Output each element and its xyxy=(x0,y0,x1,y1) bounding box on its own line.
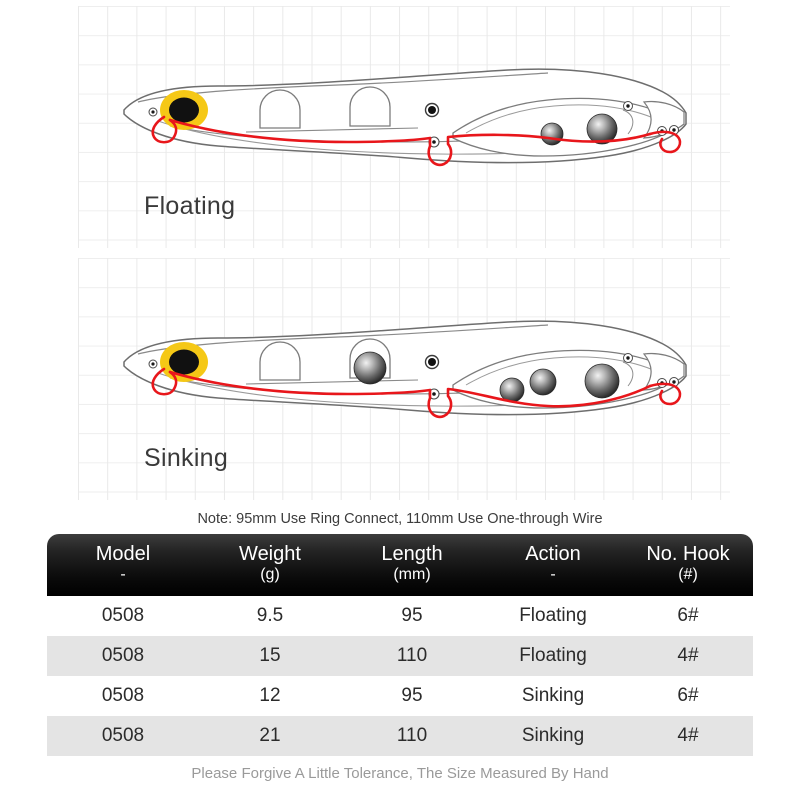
sinking-lure-panel xyxy=(78,258,730,500)
cell-length: 95 xyxy=(341,596,483,636)
weight-ball xyxy=(500,378,524,402)
eye-pupil xyxy=(169,350,199,375)
column-title: Action xyxy=(525,543,581,566)
column-title: Model xyxy=(95,543,151,566)
cell-weight: 12 xyxy=(199,676,341,716)
table-header xyxy=(47,534,753,596)
column-header-action xyxy=(483,534,623,596)
sinking-label: Sinking xyxy=(144,444,229,472)
table-header-row xyxy=(47,534,753,596)
table-body xyxy=(47,596,753,756)
column-unit: - xyxy=(550,566,556,584)
weight-ball xyxy=(585,364,619,398)
note-text: Note: 95mm Use Ring Connect, 110mm Use One-through Wire xyxy=(197,511,603,527)
column-unit: (mm) xyxy=(393,566,431,584)
cell-action: Floating xyxy=(483,636,623,676)
table-row xyxy=(47,716,753,756)
column-header-model xyxy=(47,534,199,596)
cell-action: Sinking xyxy=(483,676,623,716)
column-unit: (g) xyxy=(260,566,280,584)
cell-hook: 6# xyxy=(623,676,753,716)
cell-model: 0508 xyxy=(47,676,199,716)
cell-hook: 4# xyxy=(623,636,753,676)
table-row xyxy=(47,596,753,636)
cell-model: 0508 xyxy=(47,636,199,676)
cell-hook: 4# xyxy=(623,716,753,756)
cell-model: 0508 xyxy=(47,716,199,756)
column-title: Weight xyxy=(239,543,301,566)
cell-length: 110 xyxy=(341,716,483,756)
weight-ball xyxy=(354,352,386,384)
table-row xyxy=(47,636,753,676)
cell-action: Floating xyxy=(483,596,623,636)
table-row xyxy=(47,676,753,716)
spec-table xyxy=(47,534,753,756)
column-title: Length xyxy=(381,543,443,566)
column-header-weight xyxy=(199,534,341,596)
weight-ball xyxy=(587,114,617,144)
column-unit: - xyxy=(120,566,126,584)
chamber-one xyxy=(260,342,300,380)
cell-weight: 15 xyxy=(199,636,341,676)
cell-length: 95 xyxy=(341,676,483,716)
floating-label: Floating xyxy=(144,192,236,220)
eye-pupil xyxy=(169,98,199,123)
cell-action: Sinking xyxy=(483,716,623,756)
footer-disclaimer: Please Forgive A Little Tolerance, The Size Measured By Hand xyxy=(191,765,609,782)
column-unit: (#) xyxy=(678,566,698,584)
cell-weight: 9.5 xyxy=(199,596,341,636)
cell-length: 110 xyxy=(341,636,483,676)
weight-ball xyxy=(530,369,556,395)
chamber-one xyxy=(260,90,300,128)
floating-lure-panel xyxy=(78,6,730,248)
column-header-hook xyxy=(623,534,753,596)
chamber-two xyxy=(350,87,390,126)
cell-weight: 21 xyxy=(199,716,341,756)
column-title: No. Hook xyxy=(646,543,730,566)
cell-hook: 6# xyxy=(623,596,753,636)
cell-model: 0508 xyxy=(47,596,199,636)
weight-ball xyxy=(541,123,563,145)
column-header-length xyxy=(341,534,483,596)
